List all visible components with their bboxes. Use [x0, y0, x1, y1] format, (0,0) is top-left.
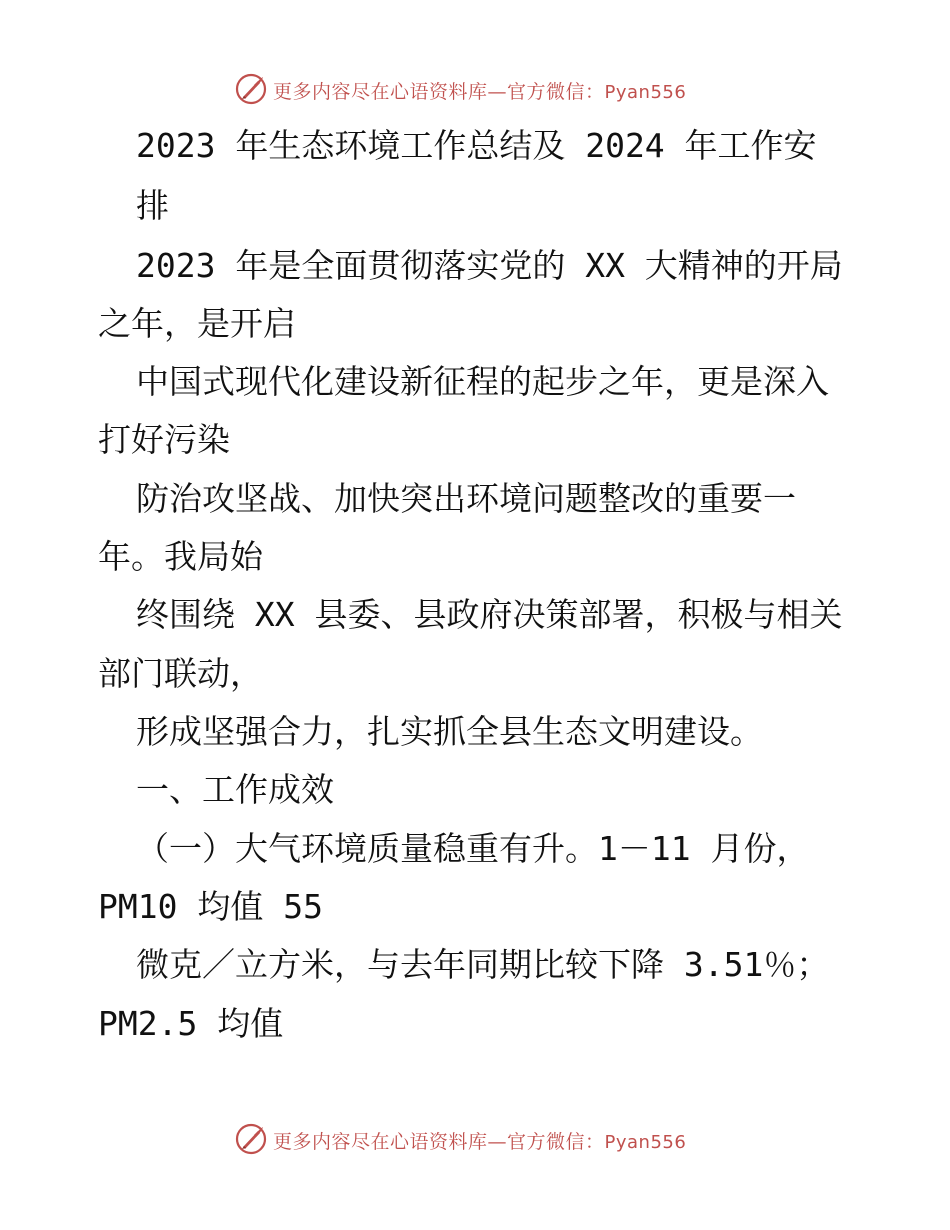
- paragraph-line: 终围绕 XX 县委、县政府决策部署，积极与相关: [136, 595, 843, 634]
- subsection-heading: （一）大气环境质量稳重有升。1－11 月份，: [136, 829, 810, 868]
- quill-logo-icon: [234, 1122, 268, 1156]
- quill-logo-icon: [234, 72, 268, 106]
- paragraph-line: 部门联动，: [98, 654, 263, 693]
- document-title-line-1: 2023 年生态环境工作总结及 2024 年工作安: [136, 126, 817, 165]
- watermark-label: 更多内容尽在心语资料库—官方微信：: [273, 1131, 605, 1153]
- paragraph-line: 之年，是开启: [98, 304, 296, 343]
- section-heading: 一、工作成效: [136, 770, 334, 809]
- paragraph-line: 微克／立方米，与去年同期比较下降 3.51％；: [136, 945, 830, 984]
- paragraph-line: 防治攻坚战、加快突出环境问题整改的重要一: [136, 479, 796, 518]
- wechat-id: Pyan556: [604, 82, 687, 103]
- paragraph-line: PM2.5 均值: [98, 1004, 284, 1043]
- paragraph-line: 2023 年是全面贯彻落实党的 XX 大精神的开局: [136, 246, 843, 285]
- paragraph-line: 中国式现代化建设新征程的起步之年，更是深入: [136, 362, 829, 401]
- document-title-line-2: 排: [136, 186, 169, 225]
- footer-watermark-text: [273, 1127, 686, 1154]
- paragraph-line: 打好污染: [98, 420, 230, 459]
- wechat-id: Pyan556: [604, 1132, 687, 1153]
- watermark-label: 更多内容尽在心语资料库—官方微信：: [273, 81, 605, 103]
- footer-watermark-banner: [0, 1120, 950, 1160]
- paragraph-line: 年。我局始: [98, 537, 263, 576]
- paragraph-line: PM10 均值 55: [98, 887, 323, 926]
- paragraph-line: 形成坚强合力，扎实抓全县生态文明建设。: [136, 712, 763, 751]
- header-watermark-text: [273, 77, 686, 104]
- header-watermark-banner: [0, 70, 950, 110]
